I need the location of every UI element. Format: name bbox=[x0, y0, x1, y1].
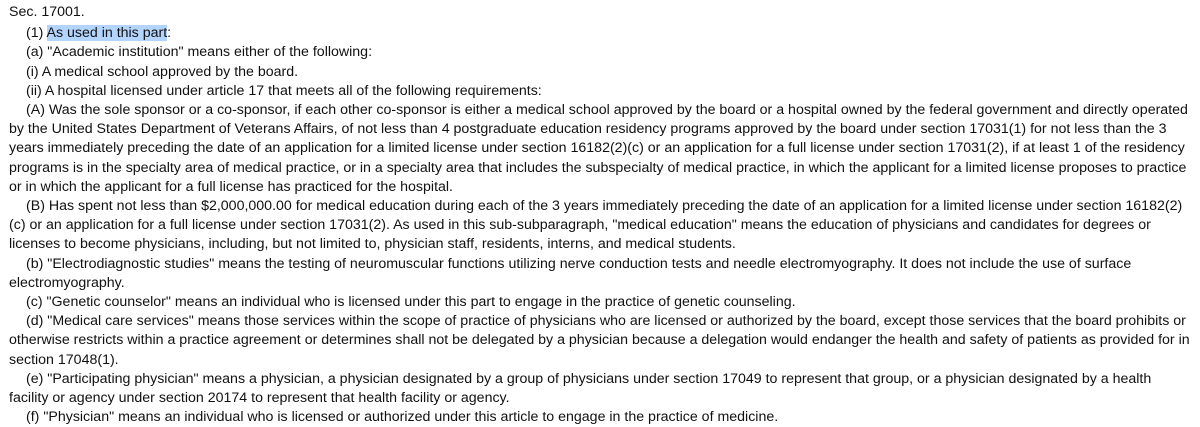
requirement-B-medical-education: (B) Has spent not less than $2,000,000.00 for medical education during each of the 3 years immediately preceding the date of an application for a limited license under section 16182(2)(c) or an application for a full license under section 17031(2). As used in this sub-subparagraph, "medical education" means the education of physicians and candidates for degrees or licenses to become physicians, including, but not limited to, physician staff, residents, interns, and medical students. bbox=[9, 198, 1183, 253]
statute-document bbox=[9, 3, 1192, 427]
definition-physician: (f) "Physician" means an individual who is licensed or authorized under this article to engage in the practice of medicine. bbox=[26, 409, 779, 426]
paragraph-1-suffix: : bbox=[167, 25, 172, 42]
definition-participating-physician: (e) "Participating physician" means a physician, a physician designated by a group of physicians under section 17049 to represent that group, or a physician designated by a health facility or agency under section 20174 to represent that health facility or agency. bbox=[9, 370, 1152, 407]
section-heading: Sec. 17001. bbox=[9, 4, 85, 20]
definition-medical-care-services: (d) "Medical care services" means those services within the scope of practice of physicians who are licensed or authorized by the board, except those services that the board prohibits or otherwise restricts within a practice agreement or determines shall not be delegated by a physician because a delegation would endanger the health and safety of patients as provided for in section 17048(1). bbox=[9, 313, 1190, 368]
definition-genetic-counselor: (c) "Genetic counselor" means an individual who is licensed under this part to engage in the practice of genetic counseling. bbox=[26, 294, 796, 311]
selected-text-highlight[interactable]: As used in this part bbox=[46, 25, 168, 42]
item-ii-hospital: (ii) A hospital licensed under article 17 that meets all of the following requirements: bbox=[26, 82, 542, 99]
paragraph-1 bbox=[9, 24, 1192, 43]
paragraph-1-prefix: (1) bbox=[26, 25, 47, 42]
requirement-A-sponsor: (A) Was the sole sponsor or a co-sponsor, if each other co-sponsor is either a medical school approved by the board or a hospital owned by the federal government and directly operated by the United States Department of Veterans Affairs, of not less than 4 postgraduate education residency programs approved by the board under section 17031(1) for not less than the 3 years immediately preceding the date of an application for a limited license under section 16182(2)(c) or an application for a full license under section 17031(2), if at least 1 of the residency programs is in the specialty area of medical practice, or in a specialty area that includes the subspecialty of medical practice, in which the applicant for a limited license proposes to practice or in which the applicant for a full license has practiced for the hospital. bbox=[9, 102, 1188, 195]
item-i-medical-school: (i) A medical school approved by the board. bbox=[26, 63, 299, 80]
definition-electrodiagnostic-studies: (b) "Electrodiagnostic studies" means the testing of neuromuscular functions utilizing nerve conduction tests and needle electromyography. It does not include the use of surface electromyography. bbox=[9, 255, 1132, 291]
definition-academic-institution: (a) "Academic institution" means either of the following: bbox=[26, 44, 373, 61]
statute-body bbox=[9, 24, 1192, 427]
